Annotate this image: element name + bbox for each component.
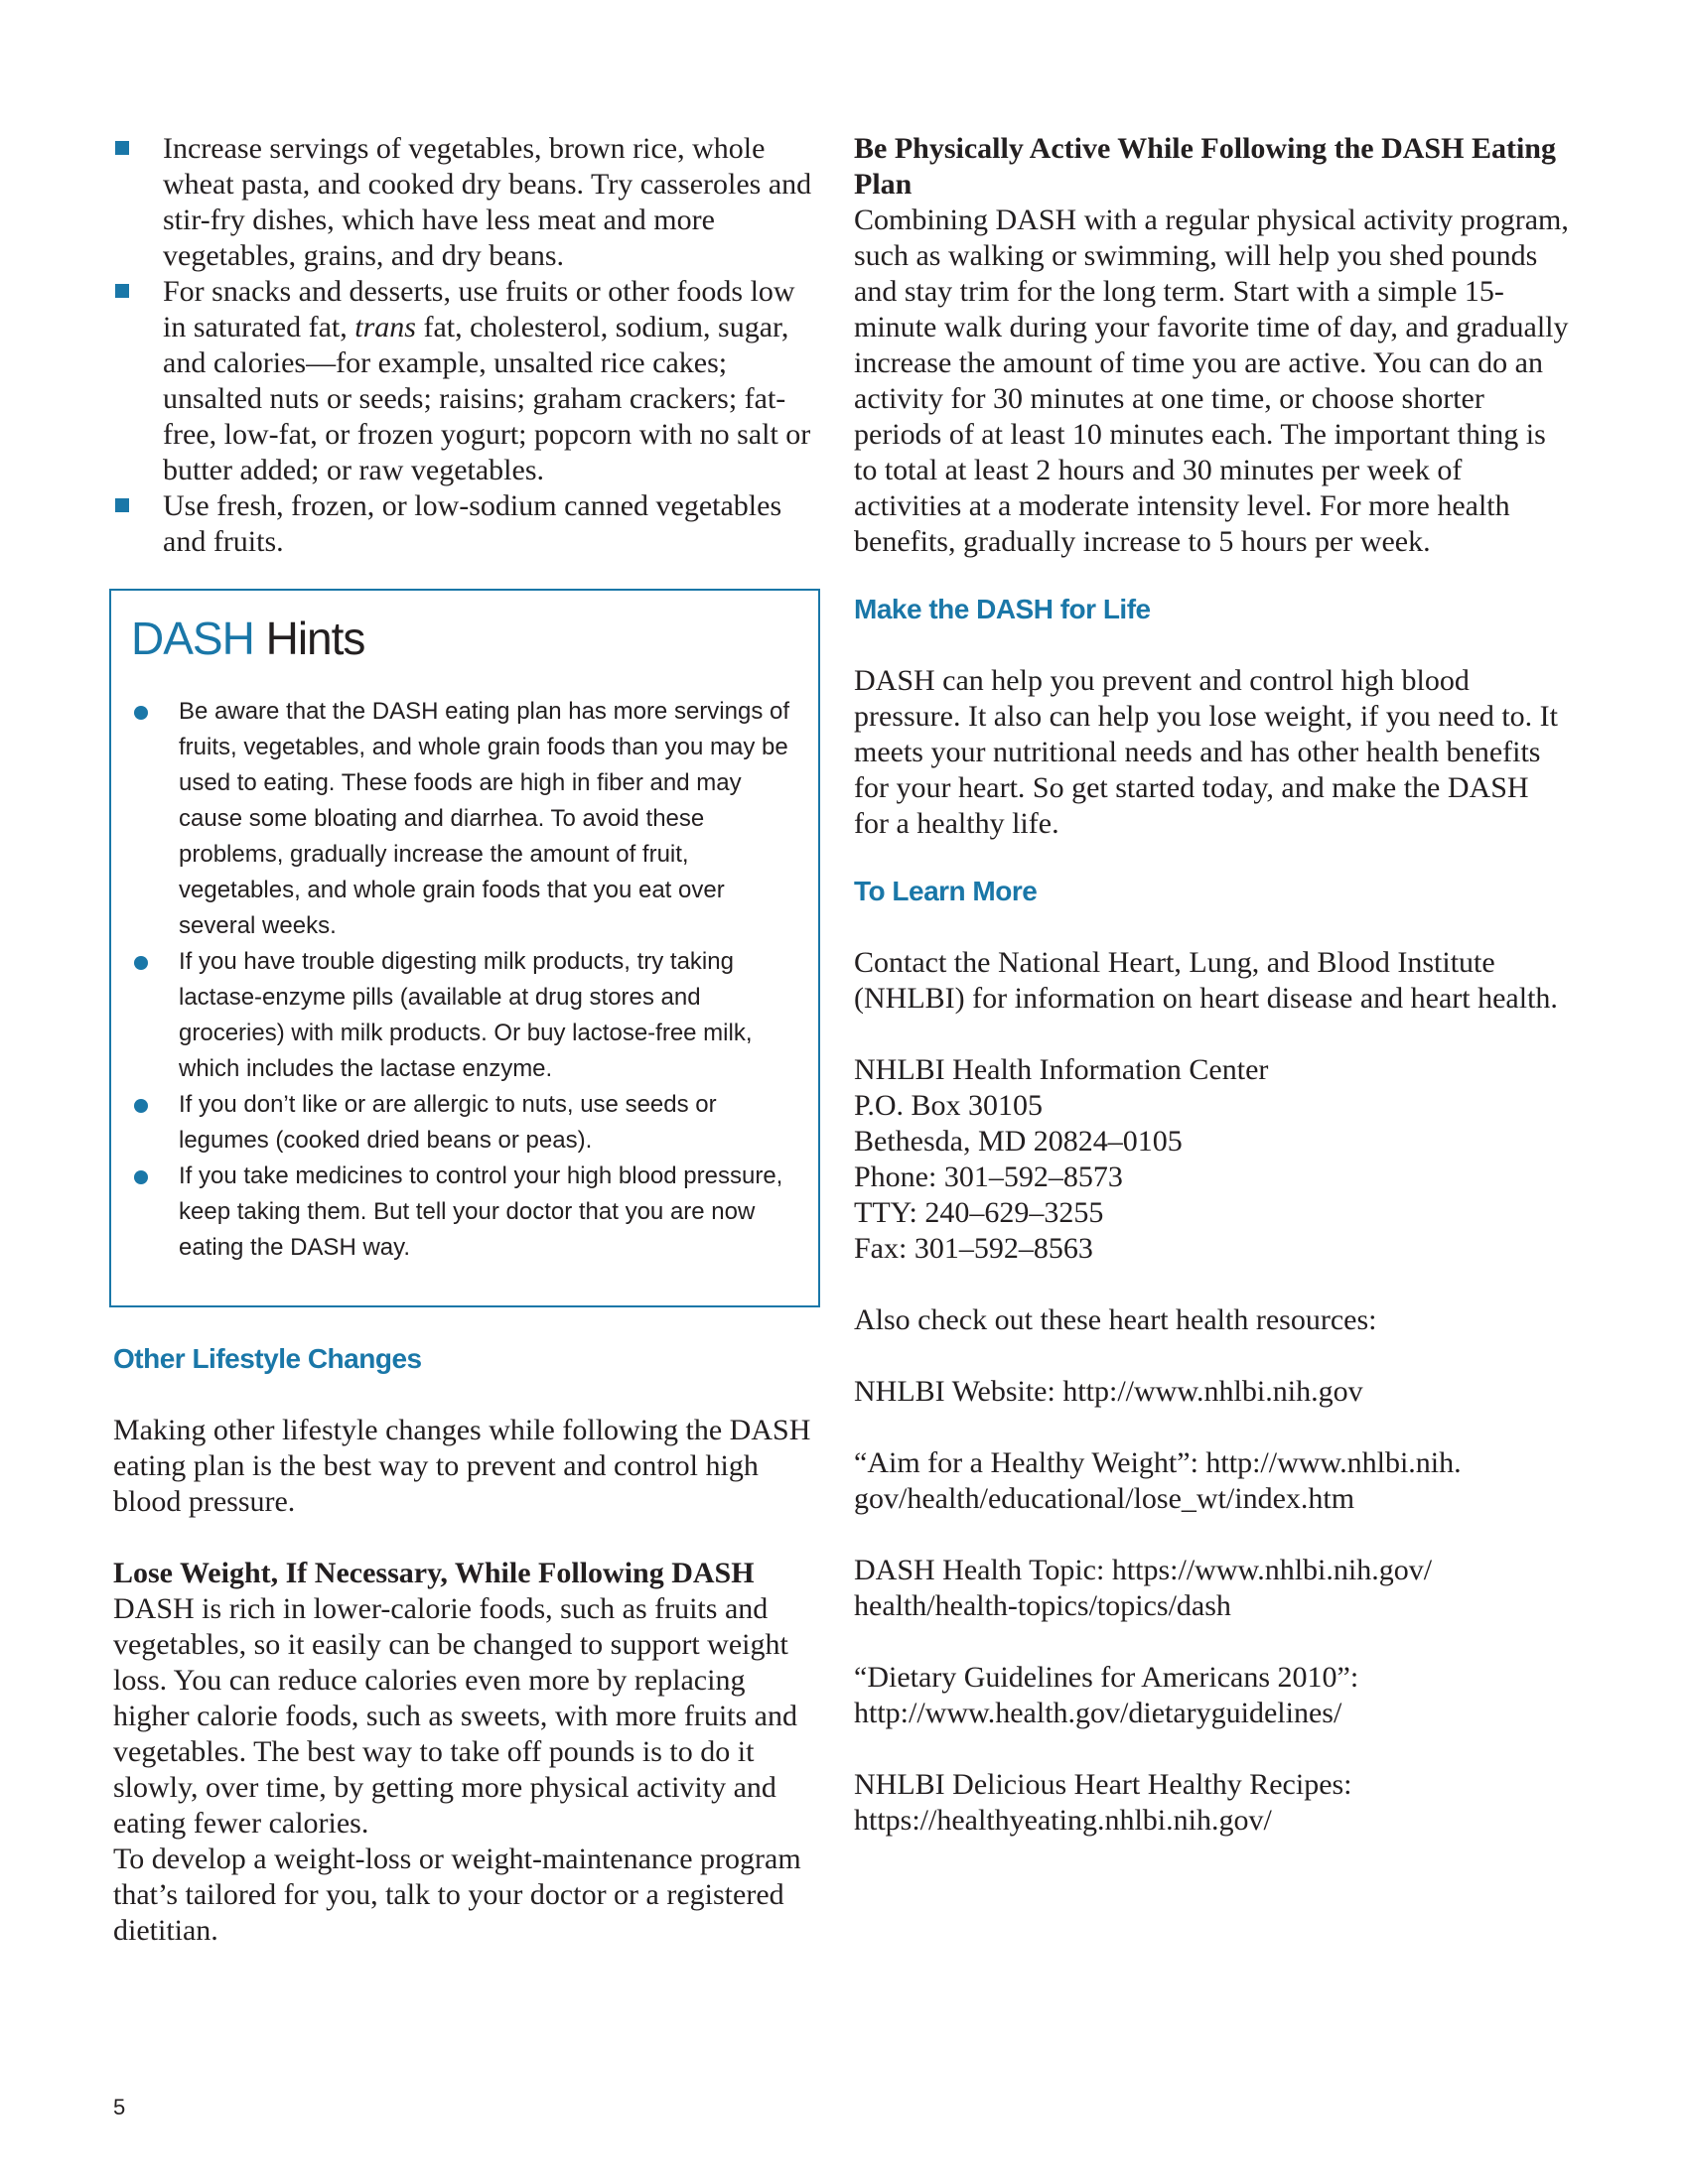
- circle-bullet-icon: [134, 1170, 148, 1184]
- list-item: [131, 1087, 796, 1159]
- list-item-text: If you don’t like or are allergic to nuts, use seeds or legumes (cooked dried beans or peas).: [179, 1091, 717, 1154]
- resource-link[interactable]: https://healthyeating.nhlbi.nih.gov/: [854, 1804, 1272, 1837]
- right-column: [854, 131, 1569, 1839]
- list-item: [113, 131, 818, 274]
- list-item: [113, 274, 818, 488]
- circle-bullet-icon: [134, 956, 148, 970]
- section-heading: To Learn More: [854, 876, 1038, 906]
- resource-item[interactable]: [854, 1374, 1569, 1410]
- circle-bullet-icon: [134, 1099, 148, 1113]
- contact-address: [854, 1052, 1569, 1267]
- resource-item[interactable]: [854, 1445, 1569, 1517]
- list-item: [131, 694, 796, 944]
- tty-line: TTY: 240–629–3255: [854, 1196, 1104, 1229]
- resource-link[interactable]: NHLBI Website: http://www.nhlbi.nih.gov: [854, 1375, 1363, 1408]
- square-bullet-icon: [115, 141, 129, 155]
- list-item-text: Increase servings of vegetables, brown rice, whole wheat pasta, and cooked dry beans. Try casseroles and stir-fry dishes, which have less meat and more vegetables, grains, and dry beans.: [163, 132, 812, 272]
- italic-text: trans: [354, 311, 416, 343]
- paragraph: To develop a weight-loss or weight-maintenance program that’s tailored for you, talk to your doctor or a registered dietitian.: [113, 1843, 801, 1947]
- list-item-text: fat, cholesterol, sodium, sugar, and calories—for example, unsalted rice cakes; unsalted nuts or seeds; raisins; graham crackers; fat-free, low-fat, or frozen yogurt; popcorn with no salt or butter added; or raw vegetables.: [163, 311, 811, 486]
- resource-link[interactable]: “Dietary Guidelines for Americans 2010”:: [854, 1661, 1359, 1694]
- paragraph: DASH can help you prevent and control high blood pressure. It also can help you lose weight, if you need to. It meets your nutritional needs and has other health benefits for your heart. So get started today, and make the DASH for a healthy life.: [854, 664, 1558, 840]
- paragraph: Combining DASH with a regular physical activity program, such as walking or swimming, will help you shed pounds and stay trim for the long term. Start with a simple 15-minute walk during your favorite time of day, and gradually increase the amount of time you are active. You can do an activity for 30 minutes at one time, or choose shorter periods of at least 10 minutes each. The important thing is to total at least 2 hours and 30 minutes per week of activities at a moderate intensity level. For more health benefits, gradually increase to 5 hours per week.: [854, 204, 1569, 558]
- square-bullet-icon: [115, 498, 129, 512]
- hints-title-accent: DASH: [131, 613, 254, 664]
- resource-link[interactable]: NHLBI Delicious Heart Healthy Recipes:: [854, 1768, 1352, 1801]
- resource-link[interactable]: “Aim for a Healthy Weight”: http://www.nhlbi.nih.: [854, 1446, 1462, 1479]
- paragraph: DASH is rich in lower-calorie foods, such as fruits and vegetables, so it easily can be changed to support weight loss. You can reduce calories even more by replacing higher calorie foods, such as sweets, with more fruits and vegetables. The best way to take off pounds is to do it slowly, over time, by getting more physical activity and eating fewer calories.: [113, 1592, 797, 1840]
- paragraph: Contact the National Heart, Lung, and Blood Institute (NHLBI) for information on heart disease and heart health.: [854, 946, 1558, 1015]
- tips-list: [113, 131, 818, 560]
- hints-title-rest: Hints: [265, 613, 365, 664]
- list-item-text: If you take medicines to control your high blood pressure, keep taking them. But tell your doctor that you are now eating the DASH way.: [179, 1162, 783, 1261]
- square-bullet-icon: [115, 284, 129, 298]
- left-column: [113, 131, 818, 1949]
- list-item-text: Use fresh, frozen, or low-sodium canned vegetables and fruits.: [163, 489, 782, 558]
- paragraph: Also check out these heart health resources:: [854, 1303, 1377, 1336]
- list-item-text: Be aware that the DASH eating plan has more servings of fruits, vegetables, and whole grain foods than you may be used to eating. These foods are high in fiber and may cause some bloating and diarrhea. To avoid these problems, gradually increase the amount of fruit, vegetables, and whole grain foods that you eat over several weeks.: [179, 698, 789, 939]
- list-item: [131, 944, 796, 1087]
- resource-item[interactable]: [854, 1660, 1569, 1731]
- resource-link[interactable]: http://www.health.gov/dietaryguidelines/: [854, 1697, 1342, 1729]
- resource-link[interactable]: DASH Health Topic: https://www.nhlbi.nih.gov/: [854, 1554, 1433, 1586]
- address-line: NHLBI Health Information Center: [854, 1053, 1269, 1086]
- dash-hints-box: [109, 589, 820, 1307]
- section-heading: Make the DASH for Life: [854, 594, 1151, 624]
- resource-item[interactable]: [854, 1553, 1569, 1624]
- resource-link[interactable]: gov/health/educational/lose_wt/index.htm: [854, 1482, 1355, 1515]
- subheading: Lose Weight, If Necessary, While Following DASH: [113, 1557, 755, 1589]
- paragraph: Making other lifestyle changes while following the DASH eating plan is the best way to prevent and control high blood pressure.: [113, 1414, 811, 1518]
- subheading: Be Physically Active While Following the DASH Eating Plan: [854, 132, 1556, 201]
- circle-bullet-icon: [134, 706, 148, 720]
- list-item: [131, 1159, 796, 1266]
- resource-link[interactable]: health/health-topics/topics/dash: [854, 1589, 1231, 1622]
- address-line: P.O. Box 30105: [854, 1089, 1044, 1122]
- page-number: 5: [113, 2095, 126, 2119]
- list-item-text: For snacks and desserts, use fruits or other foods low in saturated fat,: [163, 275, 795, 343]
- resource-item[interactable]: [854, 1767, 1569, 1839]
- list-item: [113, 488, 818, 560]
- hints-title: [131, 613, 796, 664]
- list-item-text: If you have trouble digesting milk products, try taking lactase-enzyme pills (available at drug stores and groceries) with milk products. Or buy lactose-free milk, which includes the lactase enzyme.: [179, 948, 753, 1082]
- section-heading: Other Lifestyle Changes: [113, 1343, 422, 1374]
- address-line: Bethesda, MD 20824–0105: [854, 1125, 1183, 1158]
- phone-line: Phone: 301–592–8573: [854, 1160, 1123, 1193]
- fax-line: Fax: 301–592–8563: [854, 1232, 1093, 1265]
- hints-list: [131, 694, 796, 1266]
